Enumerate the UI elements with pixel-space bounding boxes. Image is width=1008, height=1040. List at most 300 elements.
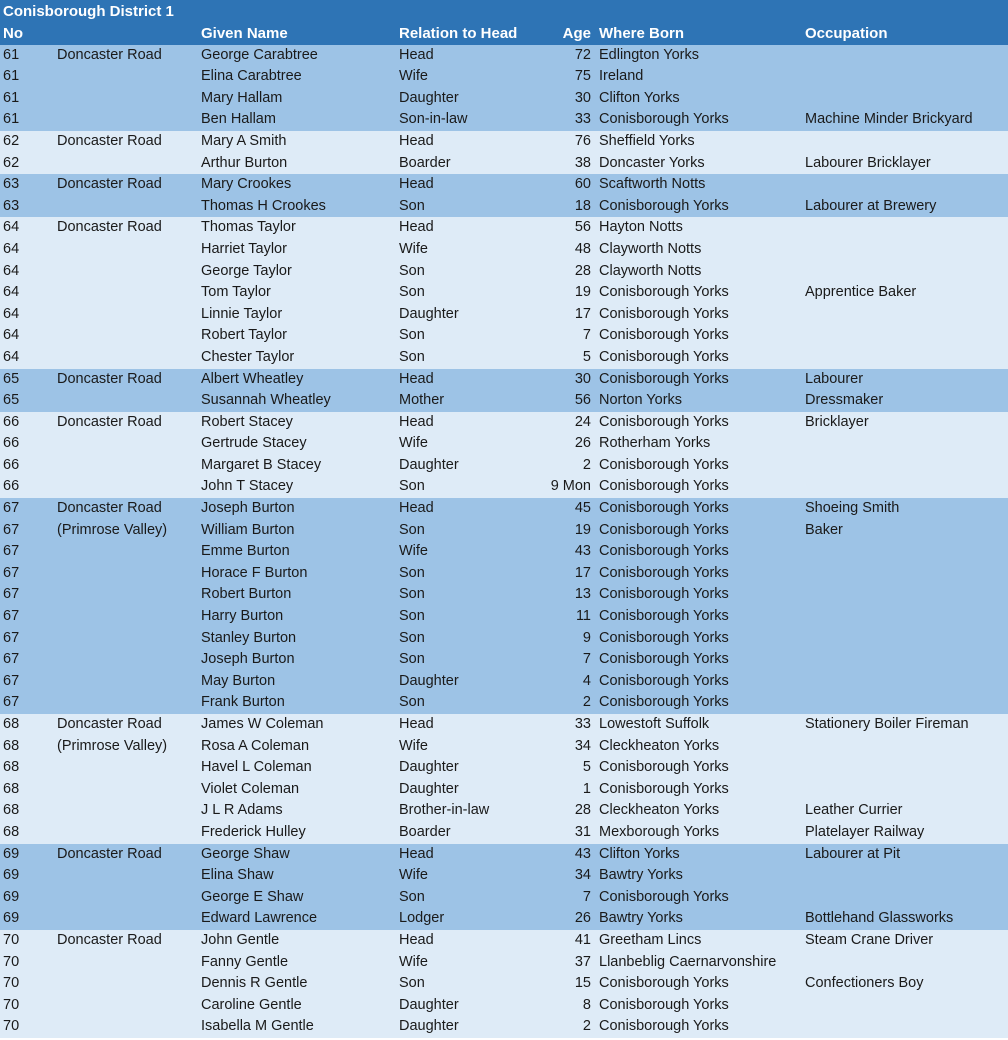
cell-no[interactable]: 64	[3, 327, 20, 344]
cell-occupation[interactable]	[805, 779, 1008, 801]
cell-occupation[interactable]	[805, 476, 1008, 498]
cell-no[interactable]: 69	[3, 845, 20, 862]
cell-no[interactable]: 70	[3, 953, 20, 970]
cell-no[interactable]: 67	[3, 543, 20, 560]
table-row[interactable]	[0, 153, 1008, 175]
cell-relation[interactable]: Head	[399, 931, 434, 948]
cell-address[interactable]: Doncaster Road	[57, 370, 162, 387]
cell-where-born[interactable]: Conisborough Yorks	[599, 327, 729, 344]
cell-no[interactable]: 65	[3, 370, 20, 387]
cell-given-name[interactable]: Horace F Burton	[201, 564, 308, 581]
cell-given-name[interactable]: Robert Stacey	[201, 413, 293, 430]
cell-relation[interactable]: Son	[399, 975, 425, 992]
cell-age[interactable]: 72	[574, 46, 591, 63]
cell-relation[interactable]: Wife	[399, 953, 428, 970]
cell-age[interactable]: 48	[574, 240, 591, 257]
table-row[interactable]	[0, 498, 1008, 520]
cell-address[interactable]: (Primrose Valley)	[57, 521, 168, 538]
cell-given-name[interactable]: Joseph Burton	[201, 500, 295, 517]
cell-address[interactable]	[57, 390, 201, 412]
cell-age[interactable]: 28	[574, 802, 591, 819]
cell-given-name[interactable]: J L R Adams	[201, 802, 283, 819]
table-row[interactable]	[0, 779, 1008, 801]
table-row[interactable]	[0, 174, 1008, 196]
cell-no[interactable]: 66	[3, 413, 20, 430]
cell-occupation[interactable]: Labourer Bricklayer	[805, 154, 931, 171]
cell-no[interactable]: 62	[3, 132, 20, 149]
cell-address[interactable]	[57, 973, 201, 995]
table-row[interactable]	[0, 692, 1008, 714]
cell-occupation[interactable]	[805, 649, 1008, 671]
cell-where-born[interactable]: Rotherham Yorks	[599, 435, 711, 452]
cell-no[interactable]: 67	[3, 608, 20, 625]
cell-address[interactable]	[57, 822, 201, 844]
cell-where-born[interactable]: Llanbeblig Caernarvonshire	[599, 953, 777, 970]
cell-address[interactable]	[57, 196, 201, 218]
cell-given-name[interactable]: Violet Coleman	[201, 780, 300, 797]
cell-age[interactable]: 4	[582, 672, 591, 689]
cell-where-born[interactable]: Conisborough Yorks	[599, 996, 729, 1013]
cell-occupation[interactable]	[805, 692, 1008, 714]
cell-where-born[interactable]: Lowestoft Suffolk	[599, 716, 710, 732]
cell-address[interactable]	[57, 88, 201, 110]
column-header-where-born[interactable]: Where Born	[599, 25, 685, 42]
cell-given-name[interactable]: Elina Shaw	[201, 867, 274, 884]
table-row[interactable]	[0, 325, 1008, 347]
cell-occupation[interactable]: Steam Crane Driver	[805, 931, 934, 948]
column-header-no[interactable]: No	[3, 25, 23, 42]
column-header-given-name[interactable]: Given Name	[201, 25, 288, 42]
cell-age[interactable]: 34	[574, 867, 591, 884]
cell-relation[interactable]: Lodger	[399, 910, 445, 927]
table-row[interactable]	[0, 520, 1008, 542]
table-row[interactable]	[0, 952, 1008, 974]
cell-occupation[interactable]: Bricklayer	[805, 413, 869, 430]
cell-occupation[interactable]	[805, 606, 1008, 628]
cell-age[interactable]: 31	[574, 823, 591, 840]
cell-address[interactable]: Doncaster Road	[57, 132, 162, 149]
cell-no[interactable]: 67	[3, 629, 20, 646]
cell-relation[interactable]: Head	[399, 46, 434, 63]
cell-age[interactable]: 43	[574, 845, 591, 862]
cell-where-born[interactable]: Doncaster Yorks	[599, 154, 705, 171]
table-row[interactable]	[0, 239, 1008, 261]
cell-age[interactable]: 30	[574, 89, 591, 106]
cell-given-name[interactable]: Ben Hallam	[201, 111, 276, 128]
cell-relation[interactable]: Brother-in-law	[399, 802, 490, 819]
cell-no[interactable]: 66	[3, 478, 20, 495]
cell-age[interactable]: 56	[574, 219, 591, 236]
cell-where-born[interactable]: Conisborough Yorks	[599, 586, 729, 603]
cell-given-name[interactable]: Robert Taylor	[201, 327, 287, 344]
cell-where-born[interactable]: Conisborough Yorks	[599, 564, 729, 581]
table-row[interactable]	[0, 757, 1008, 779]
cell-relation[interactable]: Son	[399, 521, 425, 538]
cell-occupation[interactable]	[805, 865, 1008, 887]
cell-relation[interactable]: Daughter	[399, 759, 459, 776]
cell-age[interactable]: 37	[574, 953, 591, 970]
cell-address[interactable]	[57, 628, 201, 650]
table-row[interactable]	[0, 908, 1008, 930]
column-header-relation[interactable]: Relation to Head	[399, 25, 518, 42]
cell-occupation[interactable]	[805, 66, 1008, 88]
cell-relation[interactable]: Son	[399, 629, 425, 646]
table-row[interactable]	[0, 995, 1008, 1017]
cell-no[interactable]: 61	[3, 68, 20, 85]
cell-where-born[interactable]: Edlington Yorks	[599, 46, 699, 63]
table-row[interactable]	[0, 131, 1008, 153]
cell-where-born[interactable]: Conisborough Yorks	[599, 888, 729, 905]
cell-address[interactable]	[57, 1016, 201, 1038]
cell-given-name[interactable]: James W Coleman	[201, 716, 324, 732]
cell-occupation[interactable]	[805, 563, 1008, 585]
cell-given-name[interactable]: Edward Lawrence	[201, 910, 318, 927]
cell-address[interactable]	[57, 887, 201, 909]
cell-no[interactable]: 61	[3, 89, 20, 106]
cell-age[interactable]: 75	[574, 68, 591, 85]
cell-given-name[interactable]: Mary Hallam	[201, 89, 283, 106]
cell-occupation[interactable]	[805, 239, 1008, 261]
cell-where-born[interactable]: Ireland	[599, 68, 644, 85]
cell-relation[interactable]: Wife	[399, 240, 428, 257]
cell-relation[interactable]: Daughter	[399, 456, 459, 473]
cell-no[interactable]: 64	[3, 348, 20, 365]
cell-where-born[interactable]: Scaftworth Notts	[599, 176, 706, 193]
cell-occupation[interactable]: Labourer at Pit	[805, 845, 901, 862]
cell-relation[interactable]: Daughter	[399, 672, 459, 689]
cell-address[interactable]	[57, 671, 201, 693]
cell-given-name[interactable]: George Carabtree	[201, 46, 318, 63]
cell-where-born[interactable]: Sheffield Yorks	[599, 132, 695, 149]
cell-no[interactable]: 67	[3, 672, 20, 689]
cell-where-born[interactable]: Conisborough Yorks	[599, 111, 729, 128]
table-row[interactable]	[0, 563, 1008, 585]
cell-where-born[interactable]: Conisborough Yorks	[599, 348, 729, 365]
cell-given-name[interactable]: Gertrude Stacey	[201, 435, 307, 452]
cell-relation[interactable]: Son	[399, 197, 425, 214]
cell-occupation[interactable]: Platelayer Railway	[805, 823, 925, 840]
cell-no[interactable]: 67	[3, 521, 20, 538]
cell-address[interactable]	[57, 800, 201, 822]
cell-relation[interactable]: Wife	[399, 543, 428, 560]
cell-address[interactable]	[57, 304, 201, 326]
cell-where-born[interactable]: Conisborough Yorks	[599, 651, 729, 668]
cell-age[interactable]: 34	[574, 737, 591, 754]
cell-where-born[interactable]: Conisborough Yorks	[599, 629, 729, 646]
cell-given-name[interactable]: Frederick Hulley	[201, 823, 306, 840]
cell-age[interactable]: 17	[574, 564, 591, 581]
table-row[interactable]	[0, 844, 1008, 866]
cell-address[interactable]	[57, 649, 201, 671]
cell-occupation[interactable]	[805, 88, 1008, 110]
table-row[interactable]	[0, 455, 1008, 477]
cell-occupation[interactable]	[805, 628, 1008, 650]
cell-relation[interactable]: Boarder	[399, 154, 451, 171]
table-row[interactable]	[0, 714, 1008, 736]
cell-no[interactable]: 68	[3, 737, 20, 754]
table-row[interactable]	[0, 88, 1008, 110]
cell-where-born[interactable]: Conisborough Yorks	[599, 1018, 729, 1035]
cell-address[interactable]: Doncaster Road	[57, 500, 162, 517]
cell-relation[interactable]: Head	[399, 500, 434, 517]
column-header-occupation[interactable]: Occupation	[805, 25, 888, 42]
cell-given-name[interactable]: Dennis R Gentle	[201, 975, 308, 992]
cell-given-name[interactable]: George Shaw	[201, 845, 290, 862]
cell-age[interactable]: 33	[574, 111, 591, 128]
cell-occupation[interactable]: Leather Currier	[805, 802, 903, 819]
cell-given-name[interactable]: Mary A Smith	[201, 132, 287, 149]
cell-age[interactable]: 7	[582, 327, 591, 344]
cell-age[interactable]: 15	[574, 975, 591, 992]
cell-given-name[interactable]: George Taylor	[201, 262, 292, 279]
cell-given-name[interactable]: Harry Burton	[201, 608, 284, 625]
cell-where-born[interactable]: Conisborough Yorks	[599, 500, 729, 517]
cell-address[interactable]	[57, 476, 201, 498]
cell-where-born[interactable]: Conisborough Yorks	[599, 456, 729, 473]
cell-given-name[interactable]: Thomas Taylor	[201, 219, 296, 236]
cell-given-name[interactable]: Linnie Taylor	[201, 305, 283, 322]
table-row[interactable]	[0, 865, 1008, 887]
cell-relation[interactable]: Son	[399, 564, 425, 581]
cell-no[interactable]: 70	[3, 996, 20, 1013]
cell-no[interactable]: 64	[3, 284, 20, 301]
cell-no[interactable]: 67	[3, 651, 20, 668]
cell-occupation[interactable]	[805, 952, 1008, 974]
cell-relation[interactable]: Daughter	[399, 305, 459, 322]
cell-given-name[interactable]: Margaret B Stacey	[201, 456, 322, 473]
cell-given-name[interactable]: George E Shaw	[201, 888, 304, 905]
cell-age[interactable]: 19	[574, 284, 591, 301]
cell-address[interactable]	[57, 541, 201, 563]
cell-no[interactable]: 64	[3, 240, 20, 257]
cell-given-name[interactable]: Mary Crookes	[201, 176, 292, 193]
cell-age[interactable]: 2	[582, 694, 591, 711]
cell-address[interactable]	[57, 563, 201, 585]
table-row[interactable]	[0, 973, 1008, 995]
cell-where-born[interactable]: Conisborough Yorks	[599, 780, 729, 797]
cell-where-born[interactable]: Clifton Yorks	[599, 89, 680, 106]
cell-address[interactable]: Doncaster Road	[57, 176, 162, 193]
cell-age[interactable]: 28	[574, 262, 591, 279]
table-row[interactable]	[0, 476, 1008, 498]
cell-where-born[interactable]: Conisborough Yorks	[599, 284, 729, 301]
cell-relation[interactable]: Daughter	[399, 1018, 459, 1035]
cell-address[interactable]: Doncaster Road	[57, 716, 162, 732]
cell-relation[interactable]: Son	[399, 608, 425, 625]
cell-address[interactable]	[57, 455, 201, 477]
cell-address[interactable]	[57, 239, 201, 261]
cell-occupation[interactable]: Confectioners Boy	[805, 975, 924, 992]
cell-no[interactable]: 70	[3, 931, 20, 948]
cell-occupation[interactable]: Labourer at Brewery	[805, 197, 937, 214]
cell-age[interactable]: 30	[574, 370, 591, 387]
cell-address[interactable]	[57, 606, 201, 628]
table-row[interactable]	[0, 930, 1008, 952]
table-row[interactable]	[0, 887, 1008, 909]
cell-where-born[interactable]: Conisborough Yorks	[599, 694, 729, 711]
cell-where-born[interactable]: Conisborough Yorks	[599, 305, 729, 322]
cell-occupation[interactable]: Machine Minder Brickyard	[805, 111, 973, 128]
cell-no[interactable]: 68	[3, 780, 20, 797]
cell-occupation[interactable]	[805, 217, 1008, 239]
cell-age[interactable]: 2	[582, 1018, 591, 1035]
cell-age[interactable]: 5	[582, 348, 591, 365]
cell-address[interactable]	[57, 325, 201, 347]
cell-occupation[interactable]	[805, 671, 1008, 693]
cell-relation[interactable]: Head	[399, 370, 434, 387]
cell-relation[interactable]: Head	[399, 845, 434, 862]
cell-occupation[interactable]: Apprentice Baker	[805, 284, 917, 301]
cell-no[interactable]: 64	[3, 219, 20, 236]
cell-age[interactable]: 38	[574, 154, 591, 171]
cell-given-name[interactable]: Caroline Gentle	[201, 996, 302, 1013]
cell-age[interactable]: 5	[582, 759, 591, 776]
cell-where-born[interactable]: Clayworth Notts	[599, 262, 702, 279]
cell-age[interactable]: 26	[574, 910, 591, 927]
cell-no[interactable]: 62	[3, 154, 20, 171]
cell-age[interactable]: 7	[582, 888, 591, 905]
cell-address[interactable]	[57, 433, 201, 455]
cell-given-name[interactable]: Arthur Burton	[201, 154, 288, 171]
cell-age[interactable]: 9	[582, 629, 591, 646]
cell-no[interactable]: 66	[3, 435, 20, 452]
cell-relation[interactable]: Wife	[399, 435, 428, 452]
cell-relation[interactable]: Son	[399, 262, 425, 279]
cell-no[interactable]: 67	[3, 500, 20, 517]
cell-relation[interactable]: Son	[399, 284, 425, 301]
cell-age[interactable]: 76	[574, 132, 591, 149]
cell-given-name[interactable]: Stanley Burton	[201, 629, 297, 646]
table-row[interactable]	[0, 412, 1008, 434]
cell-given-name[interactable]: Havel L Coleman	[201, 759, 312, 776]
cell-relation[interactable]: Mother	[399, 392, 445, 409]
table-row[interactable]	[0, 304, 1008, 326]
cell-occupation[interactable]	[805, 455, 1008, 477]
cell-given-name[interactable]: Harriet Taylor	[201, 240, 287, 257]
cell-relation[interactable]: Son-in-law	[399, 111, 468, 128]
cell-no[interactable]: 61	[3, 111, 20, 128]
cell-address[interactable]	[57, 865, 201, 887]
cell-occupation[interactable]	[805, 261, 1008, 283]
cell-no[interactable]: 68	[3, 823, 20, 840]
cell-occupation[interactable]	[805, 1016, 1008, 1038]
cell-address[interactable]	[57, 757, 201, 779]
cell-address[interactable]	[57, 995, 201, 1017]
cell-age[interactable]: 33	[574, 716, 591, 732]
cell-where-born[interactable]: Conisborough Yorks	[599, 413, 729, 430]
cell-address[interactable]	[57, 692, 201, 714]
cell-occupation[interactable]	[805, 304, 1008, 326]
cell-occupation[interactable]	[805, 433, 1008, 455]
cell-where-born[interactable]: Conisborough Yorks	[599, 197, 729, 214]
cell-given-name[interactable]: Emme Burton	[201, 543, 290, 560]
cell-age[interactable]: 24	[574, 413, 591, 430]
table-row[interactable]	[0, 45, 1008, 67]
cell-age[interactable]: 11	[575, 608, 591, 625]
table-row[interactable]	[0, 736, 1008, 758]
table-row[interactable]	[0, 1016, 1008, 1038]
cell-address[interactable]: Doncaster Road	[57, 219, 162, 236]
cell-address[interactable]	[57, 153, 201, 175]
cell-age[interactable]: 56	[574, 392, 591, 409]
cell-age[interactable]: 26	[574, 435, 591, 452]
cell-age[interactable]: 8	[582, 996, 591, 1013]
table-row[interactable]	[0, 606, 1008, 628]
table-row[interactable]	[0, 584, 1008, 606]
cell-no[interactable]: 63	[3, 176, 20, 193]
cell-relation[interactable]: Son	[399, 478, 425, 495]
cell-given-name[interactable]: William Burton	[201, 521, 295, 538]
cell-age[interactable]: 19	[574, 521, 591, 538]
cell-given-name[interactable]: Susannah Wheatley	[201, 392, 331, 409]
cell-relation[interactable]: Son	[399, 888, 425, 905]
cell-occupation[interactable]: Dressmaker	[805, 392, 884, 409]
cell-occupation[interactable]	[805, 736, 1008, 758]
column-header-address[interactable]	[57, 23, 201, 45]
cell-occupation[interactable]	[805, 887, 1008, 909]
cell-age[interactable]: 17	[574, 305, 591, 322]
cell-no[interactable]: 68	[3, 802, 20, 819]
cell-age[interactable]: 43	[574, 543, 591, 560]
table-row[interactable]	[0, 628, 1008, 650]
cell-occupation[interactable]	[805, 45, 1008, 67]
cell-no[interactable]: 67	[3, 586, 20, 603]
cell-relation[interactable]: Wife	[399, 867, 428, 884]
cell-no[interactable]: 61	[3, 46, 20, 63]
cell-occupation[interactable]	[805, 347, 1008, 369]
cell-no[interactable]: 69	[3, 867, 20, 884]
cell-given-name[interactable]: Albert Wheatley	[201, 370, 304, 387]
cell-given-name[interactable]: Rosa A Coleman	[201, 737, 310, 754]
cell-address[interactable]	[57, 952, 201, 974]
cell-no[interactable]: 69	[3, 910, 20, 927]
cell-age[interactable]: 2	[582, 456, 591, 473]
cell-relation[interactable]: Head	[399, 716, 434, 732]
cell-where-born[interactable]: Conisborough Yorks	[599, 759, 729, 776]
cell-occupation[interactable]	[805, 757, 1008, 779]
cell-given-name[interactable]: Robert Burton	[201, 586, 292, 603]
cell-where-born[interactable]: Mexborough Yorks	[599, 823, 720, 840]
cell-no[interactable]: 67	[3, 564, 20, 581]
cell-where-born[interactable]: Conisborough Yorks	[599, 521, 729, 538]
cell-address[interactable]	[57, 66, 201, 88]
cell-where-born[interactable]: Clayworth Notts	[599, 240, 702, 257]
cell-no[interactable]: 68	[3, 759, 20, 776]
cell-relation[interactable]: Son	[399, 694, 425, 711]
cell-occupation[interactable]: Baker	[805, 521, 843, 538]
cell-relation[interactable]: Son	[399, 348, 425, 365]
cell-no[interactable]: 63	[3, 197, 20, 214]
cell-age[interactable]: 9 Mon	[550, 478, 591, 495]
cell-given-name[interactable]: John T Stacey	[201, 478, 294, 495]
cell-relation[interactable]: Daughter	[399, 780, 459, 797]
table-row[interactable]	[0, 261, 1008, 283]
cell-where-born[interactable]: Cleckheaton Yorks	[599, 802, 720, 819]
table-row[interactable]	[0, 109, 1008, 131]
cell-address[interactable]	[57, 347, 201, 369]
cell-relation[interactable]: Head	[399, 219, 434, 236]
table-row[interactable]	[0, 671, 1008, 693]
cell-age[interactable]: 60	[574, 176, 591, 193]
cell-address[interactable]: Doncaster Road	[57, 413, 162, 430]
cell-where-born[interactable]: Conisborough Yorks	[599, 370, 729, 387]
cell-relation[interactable]: Wife	[399, 68, 428, 85]
cell-no[interactable]: 70	[3, 975, 20, 992]
cell-no[interactable]: 66	[3, 456, 20, 473]
table-row[interactable]	[0, 66, 1008, 88]
cell-where-born[interactable]: Bawtry Yorks	[599, 867, 683, 884]
cell-no[interactable]: 64	[3, 262, 20, 279]
